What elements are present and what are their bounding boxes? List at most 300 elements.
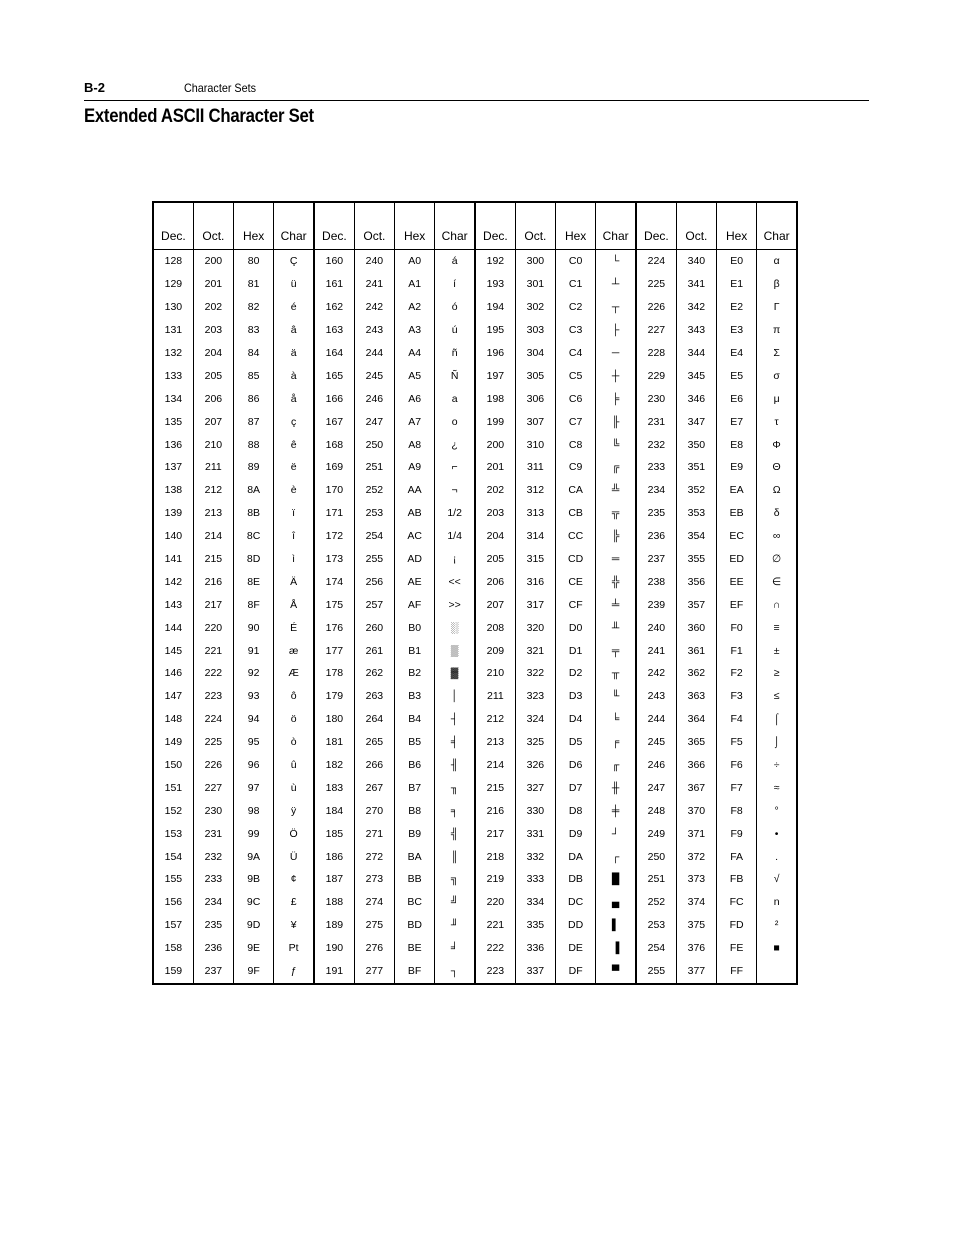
- table-cell: D1: [556, 639, 596, 662]
- table-cell: DE: [556, 937, 596, 960]
- table-cell: 140: [164, 530, 183, 543]
- table-cell: 175: [314, 593, 354, 616]
- table-cell: [757, 960, 797, 984]
- table-cell: 364: [676, 708, 716, 731]
- table-cell: 90: [234, 616, 274, 639]
- table-cell: 154: [164, 850, 183, 863]
- table-cell: 356: [676, 570, 716, 593]
- table-cell: 216: [475, 799, 515, 822]
- table-cell: A6: [395, 387, 435, 410]
- table-cell: É: [274, 616, 314, 639]
- table-cell: 376: [676, 937, 716, 960]
- table-cell: æ: [274, 639, 314, 662]
- table-cell: 94: [234, 708, 274, 731]
- table-cell: ï: [274, 502, 314, 525]
- table-cell: 236: [636, 525, 676, 548]
- table-cell: ö: [274, 708, 314, 731]
- table-cell: 9A: [234, 845, 274, 868]
- table-cell: 131: [164, 324, 183, 337]
- table-cell: 215: [475, 776, 515, 799]
- table-cell: τ: [757, 410, 797, 433]
- table-cell: 231: [193, 822, 233, 845]
- table-cell: 198: [475, 387, 515, 410]
- table-cell: 371: [676, 822, 716, 845]
- table-cell: °: [757, 799, 797, 822]
- table-cell: Ω: [757, 479, 797, 502]
- table-cell: A5: [395, 364, 435, 387]
- table-cell: 214: [193, 525, 233, 548]
- table-cell: 363: [676, 685, 716, 708]
- table-cell: ≡: [757, 616, 797, 639]
- table-cell: E6: [717, 387, 757, 410]
- table-cell: 312: [515, 479, 555, 502]
- table-cell: 217: [193, 593, 233, 616]
- table-cell: FB: [717, 868, 757, 891]
- table-cell: C1: [556, 273, 596, 296]
- table-cell: 238: [636, 570, 676, 593]
- table-cell: 367: [676, 776, 716, 799]
- table-cell: 85: [234, 364, 274, 387]
- table-cell: 8D: [234, 548, 274, 571]
- table-cell: 145: [164, 644, 183, 657]
- table-cell: 256: [354, 570, 394, 593]
- table-cell: AE: [395, 570, 435, 593]
- table-cell: 307: [515, 410, 555, 433]
- table-cell: B3: [395, 685, 435, 708]
- table-cell: 204: [475, 525, 515, 548]
- table-cell: 232: [636, 433, 676, 456]
- table-cell: EA: [717, 479, 757, 502]
- table-cell: Ü: [274, 845, 314, 868]
- table-cell: E2: [717, 296, 757, 319]
- table-cell: 223: [193, 685, 233, 708]
- table-cell: 235: [193, 914, 233, 937]
- table-cell: β: [757, 273, 797, 296]
- table-cell: 210: [475, 662, 515, 685]
- table-cell: ╚: [596, 433, 636, 456]
- table-cell: D9: [556, 822, 596, 845]
- table-cell: ≤: [757, 685, 797, 708]
- table-cell: ÷: [757, 754, 797, 777]
- table-cell: 248: [636, 799, 676, 822]
- table-cell: 80: [234, 250, 274, 273]
- table-cell: 210: [193, 433, 233, 456]
- table-cell: 230: [636, 387, 676, 410]
- table-cell: CB: [556, 502, 596, 525]
- table-cell: 354: [676, 525, 716, 548]
- table-cell: A1: [395, 273, 435, 296]
- table-cell: CA: [556, 479, 596, 502]
- table-row: [153, 250, 797, 273]
- table-cell: 211: [193, 456, 233, 479]
- table-row: [153, 273, 797, 296]
- table-cell: CC: [556, 525, 596, 548]
- table-cell: Ñ: [435, 364, 475, 387]
- table-cell: 327: [515, 776, 555, 799]
- table-row: [153, 708, 797, 731]
- table-cell: α: [757, 250, 797, 273]
- table-cell: 360: [676, 616, 716, 639]
- table-cell: 200: [475, 433, 515, 456]
- table-cell: 334: [515, 891, 555, 914]
- table-cell: 206: [193, 387, 233, 410]
- table-row: [153, 410, 797, 433]
- table-cell: BA: [395, 845, 435, 868]
- table-cell: ED: [717, 548, 757, 571]
- table-cell: F0: [717, 616, 757, 639]
- table-cell: 228: [636, 342, 676, 365]
- table-cell: 188: [314, 891, 354, 914]
- table-cell: 137: [164, 461, 183, 474]
- table-cell: ƒ: [274, 960, 314, 984]
- table-cell: 374: [676, 891, 716, 914]
- table-cell: é: [274, 296, 314, 319]
- table-cell: 181: [314, 731, 354, 754]
- table-cell: 91: [234, 639, 274, 662]
- table-cell: ú: [435, 319, 475, 342]
- table-cell: ╟: [596, 410, 636, 433]
- table-cell: 190: [314, 937, 354, 960]
- table-cell: 221: [475, 914, 515, 937]
- table-cell: 251: [354, 456, 394, 479]
- table-cell: 243: [636, 685, 676, 708]
- table-cell: 185: [314, 822, 354, 845]
- table-cell: 332: [515, 845, 555, 868]
- table-row: [153, 639, 797, 662]
- table-cell: 187: [314, 868, 354, 891]
- table-cell: 171: [314, 502, 354, 525]
- table-cell: 253: [636, 914, 676, 937]
- table-cell: ╒: [596, 731, 636, 754]
- table-cell: 306: [515, 387, 555, 410]
- table-cell: 141: [164, 553, 183, 566]
- table-cell: 233: [193, 868, 233, 891]
- table-cell: 136: [164, 438, 183, 451]
- table-row: [153, 479, 797, 502]
- table-row: [153, 776, 797, 799]
- table-cell: 311: [515, 456, 555, 479]
- table-cell: 326: [515, 754, 555, 777]
- table-cell: C9: [556, 456, 596, 479]
- table-cell: 215: [193, 548, 233, 571]
- table-cell: 362: [676, 662, 716, 685]
- table-row: [153, 502, 797, 525]
- table-cell: Γ: [757, 296, 797, 319]
- table-cell: a: [435, 387, 475, 410]
- table-cell: 150: [164, 759, 183, 772]
- table-cell: 340: [676, 250, 716, 273]
- table-cell: 247: [354, 410, 394, 433]
- table-cell: 205: [475, 548, 515, 571]
- table-cell: 203: [193, 319, 233, 342]
- table-cell: 9B: [234, 868, 274, 891]
- table-cell: DA: [556, 845, 596, 868]
- table-cell: 194: [475, 296, 515, 319]
- table-cell: 249: [636, 822, 676, 845]
- table-cell: EF: [717, 593, 757, 616]
- table-cell: 325: [515, 731, 555, 754]
- table-row: [153, 960, 797, 984]
- table-cell: ╤: [596, 639, 636, 662]
- table-cell: C0: [556, 250, 596, 273]
- table-cell: ç: [274, 410, 314, 433]
- table-cell: 193: [475, 273, 515, 296]
- table-cell: C2: [556, 296, 596, 319]
- column-header: Oct.: [515, 202, 555, 250]
- table-cell: B7: [395, 776, 435, 799]
- table-cell: A7: [395, 410, 435, 433]
- table-cell: 212: [193, 479, 233, 502]
- table-cell: 234: [193, 891, 233, 914]
- column-header: Hex: [395, 202, 435, 250]
- table-cell: â: [274, 319, 314, 342]
- table-cell: 9E: [234, 937, 274, 960]
- table-cell: BD: [395, 914, 435, 937]
- table-cell: 200: [193, 250, 233, 273]
- table-cell: 227: [193, 776, 233, 799]
- table-cell: ±: [757, 639, 797, 662]
- table-cell: 143: [164, 598, 183, 611]
- table-cell: 342: [676, 296, 716, 319]
- table-cell: 357: [676, 593, 716, 616]
- table-row: [153, 822, 797, 845]
- table-cell: n: [757, 891, 797, 914]
- table-cell: ∞: [757, 525, 797, 548]
- table-cell: o: [435, 410, 475, 433]
- table-cell: 300: [515, 250, 555, 273]
- table-cell: ╖: [435, 776, 475, 799]
- table-cell: 233: [636, 456, 676, 479]
- table-cell: Æ: [274, 662, 314, 685]
- table-cell: ê: [274, 433, 314, 456]
- table-cell: 84: [234, 342, 274, 365]
- table-cell: 1/2: [435, 502, 475, 525]
- table-cell: 255: [354, 548, 394, 571]
- table-cell: 330: [515, 799, 555, 822]
- table-cell: ▐: [596, 937, 636, 960]
- table-cell: ╨: [596, 616, 636, 639]
- table-cell: ⌡: [757, 731, 797, 754]
- table-cell: 333: [515, 868, 555, 891]
- table-cell: 218: [475, 845, 515, 868]
- table-cell: 8B: [234, 502, 274, 525]
- table-cell: 321: [515, 639, 555, 662]
- table-cell: 221: [193, 639, 233, 662]
- table-cell: ╠: [596, 525, 636, 548]
- table-cell: ë: [274, 456, 314, 479]
- table-cell: E1: [717, 273, 757, 296]
- table-cell: 206: [475, 570, 515, 593]
- table-cell: 229: [636, 364, 676, 387]
- table-cell: DC: [556, 891, 596, 914]
- table-cell: 199: [475, 410, 515, 433]
- table-cell: B0: [395, 616, 435, 639]
- table-cell: Ç: [274, 250, 314, 273]
- table-cell: D4: [556, 708, 596, 731]
- table-cell: 323: [515, 685, 555, 708]
- table-cell: π: [757, 319, 797, 342]
- table-cell: F6: [717, 754, 757, 777]
- table-cell: 246: [354, 387, 394, 410]
- table-cell: 92: [234, 662, 274, 685]
- table-cell: C5: [556, 364, 596, 387]
- table-cell: 352: [676, 479, 716, 502]
- table-cell: 134: [164, 392, 183, 405]
- table-cell: B5: [395, 731, 435, 754]
- table-cell: Å: [274, 593, 314, 616]
- table-cell: 213: [193, 502, 233, 525]
- table-cell: 322: [515, 662, 555, 685]
- table-cell: 341: [676, 273, 716, 296]
- table-cell: 245: [636, 731, 676, 754]
- table-cell: AD: [395, 548, 435, 571]
- table-cell: 186: [314, 845, 354, 868]
- table-cell: B2: [395, 662, 435, 685]
- table-cell: DD: [556, 914, 596, 937]
- table-cell: δ: [757, 502, 797, 525]
- table-cell: ┴: [596, 273, 636, 296]
- table-cell: Φ: [757, 433, 797, 456]
- table-cell: F5: [717, 731, 757, 754]
- table-cell: ¥: [274, 914, 314, 937]
- table-cell: ó: [435, 296, 475, 319]
- table-cell: 226: [636, 296, 676, 319]
- table-cell: A9: [395, 456, 435, 479]
- table-row: [153, 342, 797, 365]
- table-cell: ÿ: [274, 799, 314, 822]
- table-cell: ■: [757, 937, 797, 960]
- table-cell: BE: [395, 937, 435, 960]
- table-cell: σ: [757, 364, 797, 387]
- table-cell: 96: [234, 754, 274, 777]
- table-cell: 164: [314, 342, 354, 365]
- table-cell: 205: [193, 364, 233, 387]
- table-cell: ═: [596, 548, 636, 571]
- table-cell: B6: [395, 754, 435, 777]
- table-cell: 304: [515, 342, 555, 365]
- table-cell: ╢: [435, 754, 475, 777]
- table-cell: 160: [314, 250, 354, 273]
- table-cell: Ä: [274, 570, 314, 593]
- table-cell: ²: [757, 914, 797, 937]
- table-cell: 347: [676, 410, 716, 433]
- table-cell: 83: [234, 319, 274, 342]
- table-cell: F3: [717, 685, 757, 708]
- table-cell: 197: [475, 364, 515, 387]
- table-cell: 252: [354, 479, 394, 502]
- table-cell: 313: [515, 502, 555, 525]
- table-cell: F9: [717, 822, 757, 845]
- table-cell: 86: [234, 387, 274, 410]
- table-row: [153, 685, 797, 708]
- table-cell: ╧: [596, 593, 636, 616]
- table-cell: E7: [717, 410, 757, 433]
- column-header: Hex: [234, 202, 274, 250]
- table-cell: 157: [164, 919, 183, 932]
- table-cell: ╙: [596, 685, 636, 708]
- table-cell: 163: [314, 319, 354, 342]
- table-cell: ╡: [435, 731, 475, 754]
- table-cell: 310: [515, 433, 555, 456]
- table-cell: 191: [314, 960, 354, 984]
- table-cell: B4: [395, 708, 435, 731]
- table-cell: DF: [556, 960, 596, 984]
- table-cell: 264: [354, 708, 394, 731]
- table-cell: 189: [314, 914, 354, 937]
- column-header: Dec.: [153, 202, 193, 250]
- table-cell: 223: [475, 960, 515, 984]
- table-cell: ╜: [435, 914, 475, 937]
- table-cell: 302: [515, 296, 555, 319]
- table-cell: ╞: [596, 387, 636, 410]
- table-cell: £: [274, 891, 314, 914]
- table-cell: 261: [354, 639, 394, 662]
- table-cell: F1: [717, 639, 757, 662]
- table-cell: 254: [636, 937, 676, 960]
- table-cell: ╥: [596, 662, 636, 685]
- table-cell: D3: [556, 685, 596, 708]
- table-cell: DB: [556, 868, 596, 891]
- table-cell: EE: [717, 570, 757, 593]
- column-header: Char: [274, 202, 314, 250]
- table-cell: 142: [164, 575, 183, 588]
- table-cell: 176: [314, 616, 354, 639]
- table-cell: 8C: [234, 525, 274, 548]
- table-cell: ╬: [596, 570, 636, 593]
- table-cell: ╪: [596, 799, 636, 822]
- table-cell: BF: [395, 960, 435, 984]
- table-cell: 272: [354, 845, 394, 868]
- table-cell: 245: [354, 364, 394, 387]
- table-cell: ┤: [435, 708, 475, 731]
- table-cell: ├: [596, 319, 636, 342]
- table-cell: E5: [717, 364, 757, 387]
- table-cell: ╫: [596, 776, 636, 799]
- table-cell: A0: [395, 250, 435, 273]
- table-row: [153, 937, 797, 960]
- table-cell: ╩: [596, 479, 636, 502]
- table-cell: 271: [354, 822, 394, 845]
- table-cell: CE: [556, 570, 596, 593]
- table-cell: 242: [636, 662, 676, 685]
- table-cell: 165: [314, 364, 354, 387]
- column-header: Dec.: [314, 202, 354, 250]
- table-cell: ▓: [435, 662, 475, 685]
- table-cell: 88: [234, 433, 274, 456]
- table-cell: 87: [234, 410, 274, 433]
- table-row: [153, 456, 797, 479]
- table-cell: 254: [354, 525, 394, 548]
- table-cell: ù: [274, 776, 314, 799]
- table-cell: 219: [475, 868, 515, 891]
- table-cell: ┘: [596, 822, 636, 845]
- page-number: B-2: [84, 80, 105, 95]
- table-cell: 355: [676, 548, 716, 571]
- table-cell: 315: [515, 548, 555, 571]
- table-cell: 237: [636, 548, 676, 571]
- column-header: Char: [435, 202, 475, 250]
- table-cell: 170: [314, 479, 354, 502]
- table-cell: 180: [314, 708, 354, 731]
- table-cell: 250: [636, 845, 676, 868]
- table-cell: μ: [757, 387, 797, 410]
- table-cell: 314: [515, 525, 555, 548]
- table-cell: ¡: [435, 548, 475, 571]
- table-cell: .: [757, 845, 797, 868]
- table-cell: î: [274, 525, 314, 548]
- column-header: Dec.: [636, 202, 676, 250]
- table-cell: C4: [556, 342, 596, 365]
